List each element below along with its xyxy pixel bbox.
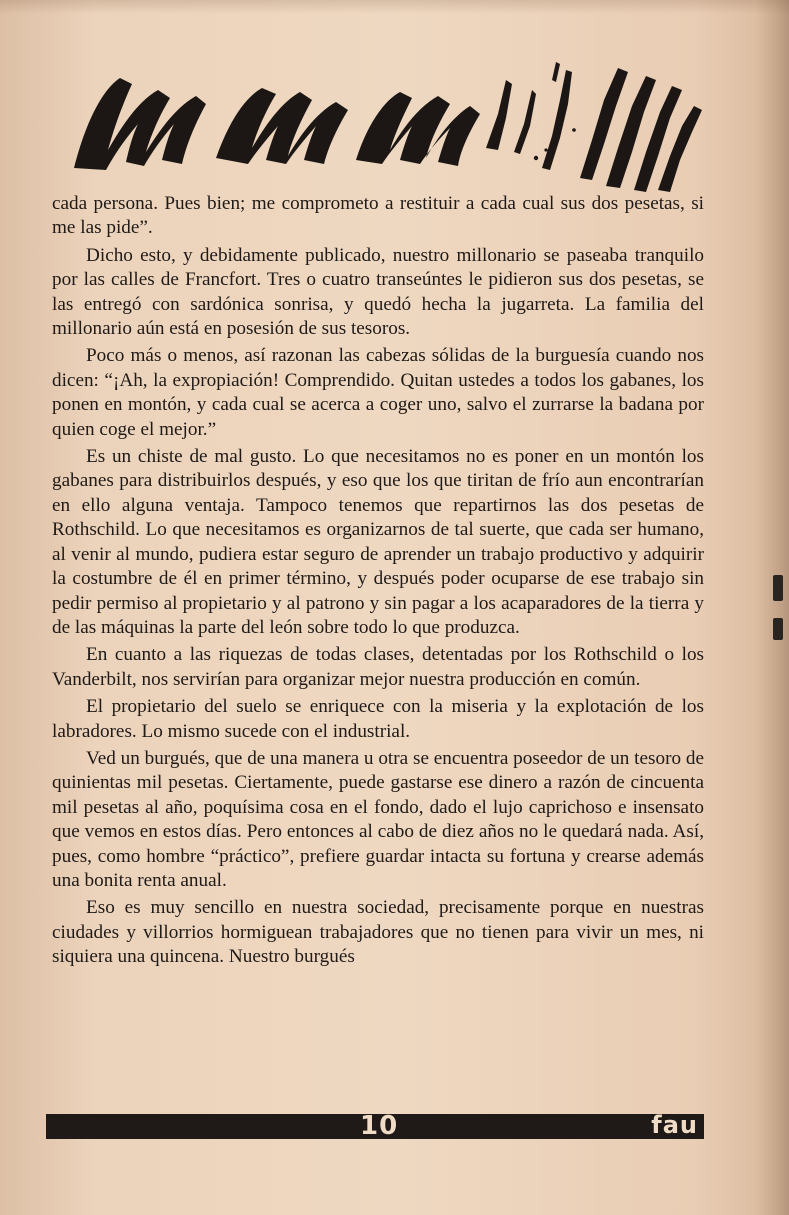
footer-bar: [46, 1111, 704, 1141]
paragraph: Dicho esto, y debidamente publicado, nuestro millonario se paseaba tranquilo por las calles de Francfort. Tres o cuatro transeúntes le pidieron sus dos pesetas, se las entregó con sardónica sonrisa, y quedó hecha la jugarreta. La familia del millonario aún está en posesión de sus tesoros.: [52, 244, 704, 340]
publisher-mark: fau: [651, 1111, 698, 1139]
binding-mark: [773, 575, 783, 601]
paragraph: Poco más o menos, así razonan las cabezas sólidas de la burguesía cuando nos dicen: “¡Ah, la expropiación! Comprendido. Quitan ustedes a todos los gabanes, los ponen en montón, y cada cual se acerca a coger uno, salvo el zurrarse la badana por quien coge el mejor.”: [52, 345, 704, 440]
paragraph: Es un chiste de mal gusto. Lo que necesitamos no es poner en un montón los gabanes para distribuirlos después, y eso que los que tiritan de frío aun encontrarían en ello alguna ventaja. Tampoco tenemos que repartirnos las dos pesetas de Rothschild. Lo que necesitamos es organizarnos de tal suerte, que cada ser humano, al venir al mundo, pudiera estar seguro de aprender un trabajo productivo y adquirir la costumbre de él en primer término, y después poder ocuparse de ese trabajo sin pedir permiso al propietario y al patrono y sin pagar a los acaparadores de la tierra y de las máquinas la parte del león sobre todo lo que produzca.: [52, 446, 704, 638]
page-number: 10: [360, 1111, 399, 1141]
paragraph: cada persona. Pues bien; me comprometo a restituir a cada cual sus dos pesetas, si me las pide”.: [52, 193, 704, 239]
binding-mark: [773, 618, 783, 640]
page-edge-shadow-top: [0, 0, 789, 14]
body-text: [52, 192, 704, 973]
paragraph: El propietario del suelo se enriquece con la miseria y la explotación de los labradores. Lo mismo sucede con el industrial.: [52, 696, 704, 742]
paragraph: Ved un burgués, que de una manera u otra se encuentra poseedor de un tesoro de quinientas mil pesetas. Ciertamente, puede gastarse ese dinero a razón de cincuenta mil pesetas al año, poquísima cosa en el fondo, dado el lujo caprichoso e insensato que vemos en estos días. Pero entonces al cabo de diez años no le quedará nada. Así, pues, como hombre “práctico”, prefiere guardar intacta su fortuna y crearse además una bonita renta anual.: [52, 747, 704, 891]
paragraph: En cuanto a las riquezas de todas clases, detentadas por los Rothschild o los Vanderbilt, nos servirían para organizar mejor nuestra producción en común.: [52, 644, 704, 690]
brush-heading-illustration: [66, 40, 706, 200]
paragraph: Eso es muy sencillo en nuestra sociedad, precisamente porque en nuestras ciudades y villorrios hormiguean trabajadores que no tienen para vivir un mes, ni siquiera una quincena. Nuestro burgués: [52, 897, 704, 968]
page-edge-shadow-right: [755, 0, 789, 1215]
